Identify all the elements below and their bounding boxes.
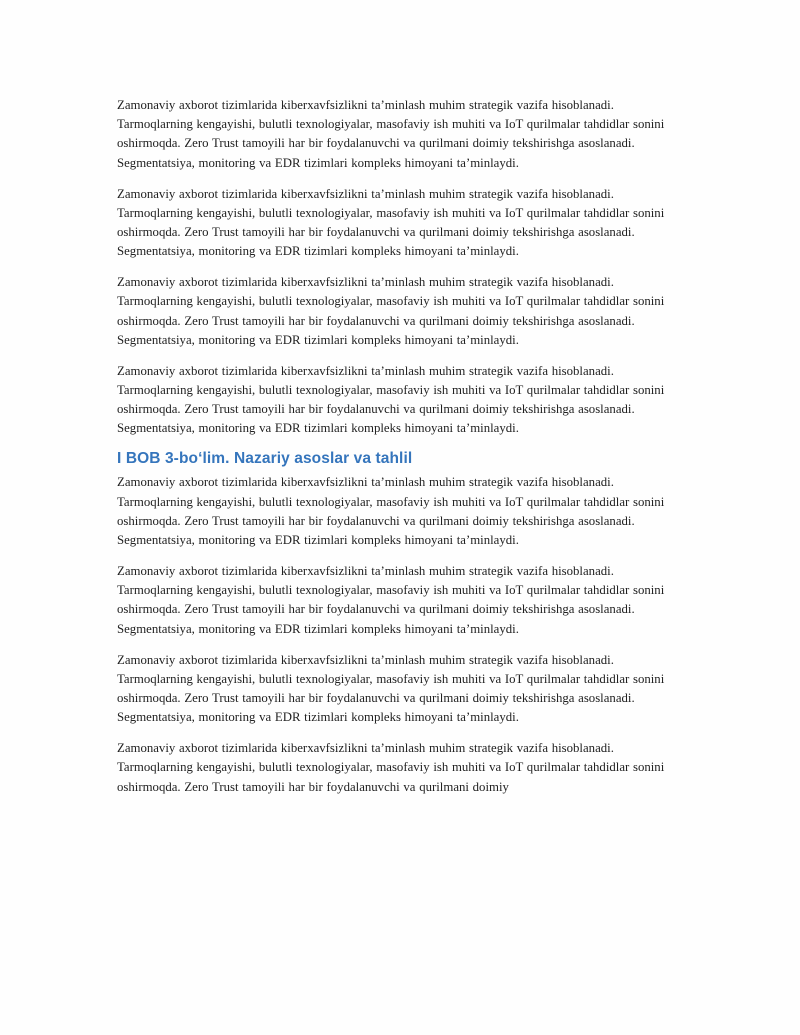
body-paragraph: Zamonaviy axborot tizimlarida kiberxavfsizlikni ta’minlash muhim strategik vazifa hisoblanadi. Tarmoqlarning kengayishi, bulutli texnologiyalar, masofaviy ish muhiti va IoT qurilmalar tahdidlar sonini oshirmoqda. Zero Trust tamoyili har bir foydalanuvchi va qurilmani doimiy tekshirishga asoslanadi. Segmentatsiya, monitoring va EDR tizimlari kompleks himoyani ta’minlaydi.	[117, 363, 665, 436]
body-paragraph: Zamonaviy axborot tizimlarida kiberxavfsizlikni ta’minlash muhim strategik vazifa hisoblanadi. Tarmoqlarning kengayishi, bulutli texnologiyalar, masofaviy ish muhiti va IoT qurilmalar tahdidlar sonini oshirmoqda. Zero Trust tamoyili har bir foydalanuvchi va qurilmani doimiy tekshirishga asoslanadi. Segmentatsiya, monitoring va EDR tizimlari kompleks himoyani ta’minlaydi.	[117, 186, 665, 259]
body-paragraph: Zamonaviy axborot tizimlarida kiberxavfsizlikni ta’minlash muhim strategik vazifa hisoblanadi. Tarmoqlarning kengayishi, bulutli texnologiyalar, masofaviy ish muhiti va IoT qurilmalar tahdidlar sonini oshirmoqda. Zero Trust tamoyili har bir foydalanuvchi va qurilmani doimiy tekshirishga asoslanadi. Segmentatsiya, monitoring va EDR tizimlari kompleks himoyani ta’minlaydi.	[117, 564, 665, 636]
body-paragraph-truncated: Zamonaviy axborot tizimlarida kiberxavfsizlikni ta’minlash muhim strategik vazifa hisoblanadi. Tarmoqlarning kengayishi, bulutli texnologiyalar, masofaviy ish muhiti va IoT qurilmalar tahdidlar sonini oshirmoqda. Zero Trust tamoyili har bir foydalanuvchi va qurilmani doimiy	[117, 741, 665, 794]
body-paragraph: Zamonaviy axborot tizimlarida kiberxavfsizlikni ta’minlash muhim strategik vazifa hisoblanadi. Tarmoqlarning kengayishi, bulutli texnologiyalar, masofaviy ish muhiti va IoT qurilmalar tahdidlar sonini oshirmoqda. Zero Trust tamoyili har bir foydalanuvchi va qurilmani doimiy tekshirishga asoslanadi. Segmentatsiya, monitoring va EDR tizimlari kompleks himoyani ta’minlaydi.	[117, 475, 665, 548]
body-paragraph: Zamonaviy axborot tizimlarida kiberxavfsizlikni ta’minlash muhim strategik vazifa hisoblanadi. Tarmoqlarning kengayishi, bulutli texnologiyalar, masofaviy ish muhiti va IoT qurilmalar tahdidlar sonini oshirmoqda. Zero Trust tamoyili har bir foydalanuvchi va qurilmani doimiy tekshirishga asoslanadi. Segmentatsiya, monitoring va EDR tizimlari kompleks himoyani ta’minlaydi.	[117, 652, 665, 725]
body-paragraph: Zamonaviy axborot tizimlarida kiberxavfsizlikni ta’minlash muhim strategik vazifa hisoblanadi. Tarmoqlarning kengayishi, bulutli texnologiyalar, masofaviy ish muhiti va IoT qurilmalar tahdidlar sonini oshirmoqda. Zero Trust tamoyili har bir foydalanuvchi va qurilmani doimiy tekshirishga asoslanadi. Segmentatsiya, monitoring va EDR tizimlari kompleks himoyani ta’minlaydi.	[117, 98, 665, 170]
section-heading: I BOB 3-bo‘lim. Nazariy asoslar va tahlil	[117, 450, 413, 468]
body-paragraph: Zamonaviy axborot tizimlarida kiberxavfsizlikni ta’minlash muhim strategik vazifa hisoblanadi. Tarmoqlarning kengayishi, bulutli texnologiyalar, masofaviy ish muhiti va IoT qurilmalar tahdidlar sonini oshirmoqda. Zero Trust tamoyili har bir foydalanuvchi va qurilmani doimiy tekshirishga asoslanadi. Segmentatsiya, monitoring va EDR tizimlari kompleks himoyani ta’minlaydi.	[117, 275, 665, 347]
